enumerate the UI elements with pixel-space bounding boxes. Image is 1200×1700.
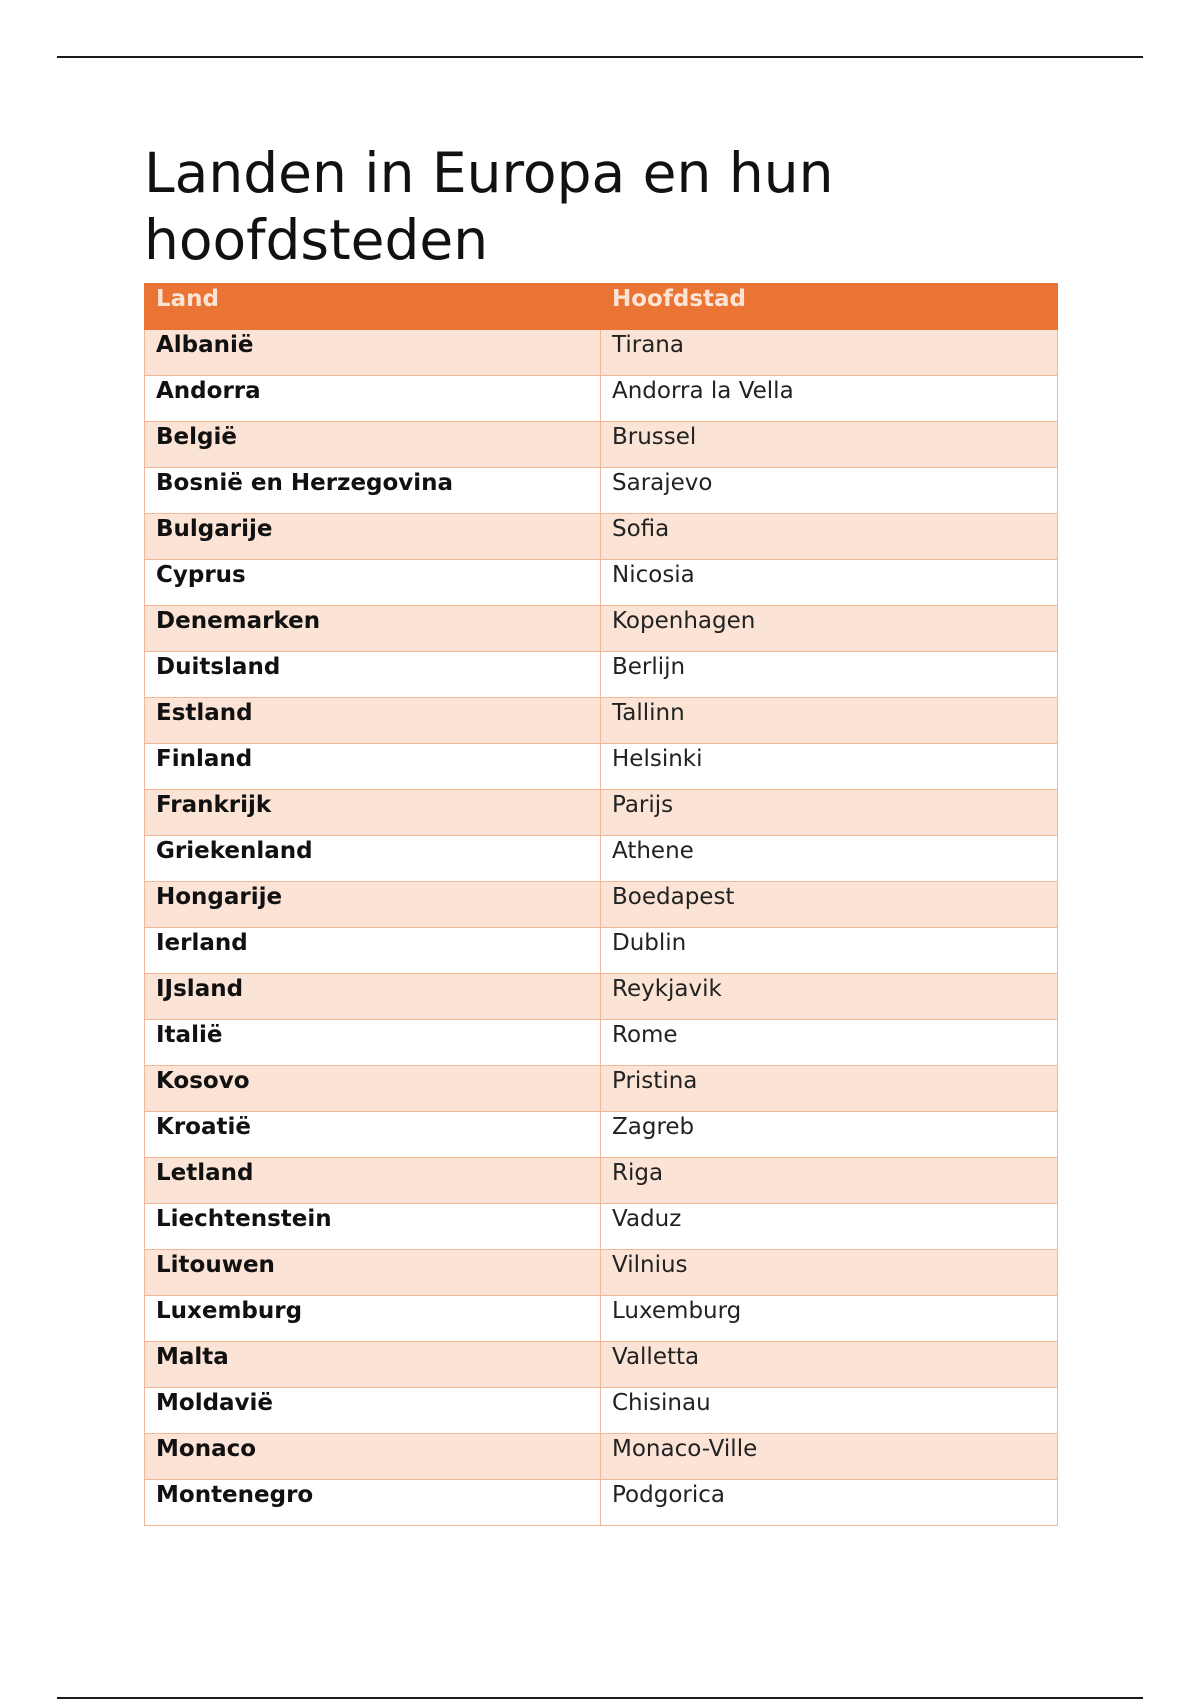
country-cell: Andorra	[145, 376, 601, 422]
table-row	[145, 1296, 1058, 1342]
table-row	[145, 882, 1058, 928]
country-cell: Kosovo	[145, 1066, 601, 1112]
table-row	[145, 1480, 1058, 1526]
column-header-hoofdstad: Hoofdstad	[601, 284, 1058, 330]
table-row	[145, 790, 1058, 836]
capital-cell: Athene	[601, 836, 1058, 882]
capital-cell: Boedapest	[601, 882, 1058, 928]
country-cell: België	[145, 422, 601, 468]
table-row	[145, 560, 1058, 606]
capital-cell: Zagreb	[601, 1112, 1058, 1158]
table-row	[145, 514, 1058, 560]
capital-cell: Rome	[601, 1020, 1058, 1066]
top-rule	[57, 56, 1143, 58]
capital-cell: Kopenhagen	[601, 606, 1058, 652]
capital-cell: Vaduz	[601, 1204, 1058, 1250]
capital-cell: Riga	[601, 1158, 1058, 1204]
capital-cell: Sofia	[601, 514, 1058, 560]
table-row	[145, 1020, 1058, 1066]
table-row	[145, 1342, 1058, 1388]
country-cell: Cyprus	[145, 560, 601, 606]
capital-cell: Dublin	[601, 928, 1058, 974]
country-cell: Kroatië	[145, 1112, 601, 1158]
table-row	[145, 974, 1058, 1020]
capital-cell: Luxemburg	[601, 1296, 1058, 1342]
table-row	[145, 376, 1058, 422]
capital-cell: Tirana	[601, 330, 1058, 376]
countries-capitals-table	[144, 283, 1058, 1526]
table-row	[145, 1112, 1058, 1158]
capital-cell: Andorra la Vella	[601, 376, 1058, 422]
capital-cell: Helsinki	[601, 744, 1058, 790]
country-cell: Griekenland	[145, 836, 601, 882]
table-row	[145, 836, 1058, 882]
country-cell: Bulgarije	[145, 514, 601, 560]
capital-cell: Berlijn	[601, 652, 1058, 698]
country-cell: Luxemburg	[145, 1296, 601, 1342]
capital-cell: Chisinau	[601, 1388, 1058, 1434]
table-row	[145, 698, 1058, 744]
country-cell: Denemarken	[145, 606, 601, 652]
capital-cell: Parijs	[601, 790, 1058, 836]
column-header-land: Land	[145, 284, 601, 330]
table-row	[145, 1388, 1058, 1434]
country-cell: IJsland	[145, 974, 601, 1020]
table-header-row	[145, 284, 1058, 330]
capital-cell: Brussel	[601, 422, 1058, 468]
country-cell: Malta	[145, 1342, 601, 1388]
table-row	[145, 1250, 1058, 1296]
table-row	[145, 468, 1058, 514]
capital-cell: Sarajevo	[601, 468, 1058, 514]
country-cell: Frankrijk	[145, 790, 601, 836]
table-row	[145, 330, 1058, 376]
country-cell: Liechtenstein	[145, 1204, 601, 1250]
table-row	[145, 928, 1058, 974]
table-row	[145, 422, 1058, 468]
country-cell: Duitsland	[145, 652, 601, 698]
table-row	[145, 1434, 1058, 1480]
country-cell: Finland	[145, 744, 601, 790]
table-row	[145, 1204, 1058, 1250]
country-cell: Monaco	[145, 1434, 601, 1480]
capital-cell: Nicosia	[601, 560, 1058, 606]
page-title: Landen in Europa en hun hoofdsteden	[144, 141, 834, 272]
capital-cell: Pristina	[601, 1066, 1058, 1112]
country-cell: Bosnië en Herzegovina	[145, 468, 601, 514]
table-row	[145, 1158, 1058, 1204]
country-cell: Italië	[145, 1020, 601, 1066]
bottom-rule	[57, 1697, 1143, 1699]
table-row	[145, 606, 1058, 652]
country-cell: Moldavië	[145, 1388, 601, 1434]
capital-cell: Monaco-Ville	[601, 1434, 1058, 1480]
country-cell: Litouwen	[145, 1250, 601, 1296]
country-cell: Albanië	[145, 330, 601, 376]
capital-cell: Vilnius	[601, 1250, 1058, 1296]
country-cell: Letland	[145, 1158, 601, 1204]
country-cell: Ierland	[145, 928, 601, 974]
capital-cell: Podgorica	[601, 1480, 1058, 1526]
country-cell: Hongarije	[145, 882, 601, 928]
country-cell: Estland	[145, 698, 601, 744]
country-cell: Montenegro	[145, 1480, 601, 1526]
capital-cell: Valletta	[601, 1342, 1058, 1388]
table-row	[145, 744, 1058, 790]
capital-cell: Tallinn	[601, 698, 1058, 744]
table-row	[145, 1066, 1058, 1112]
table-row	[145, 652, 1058, 698]
capital-cell: Reykjavik	[601, 974, 1058, 1020]
table-body	[145, 330, 1058, 1526]
